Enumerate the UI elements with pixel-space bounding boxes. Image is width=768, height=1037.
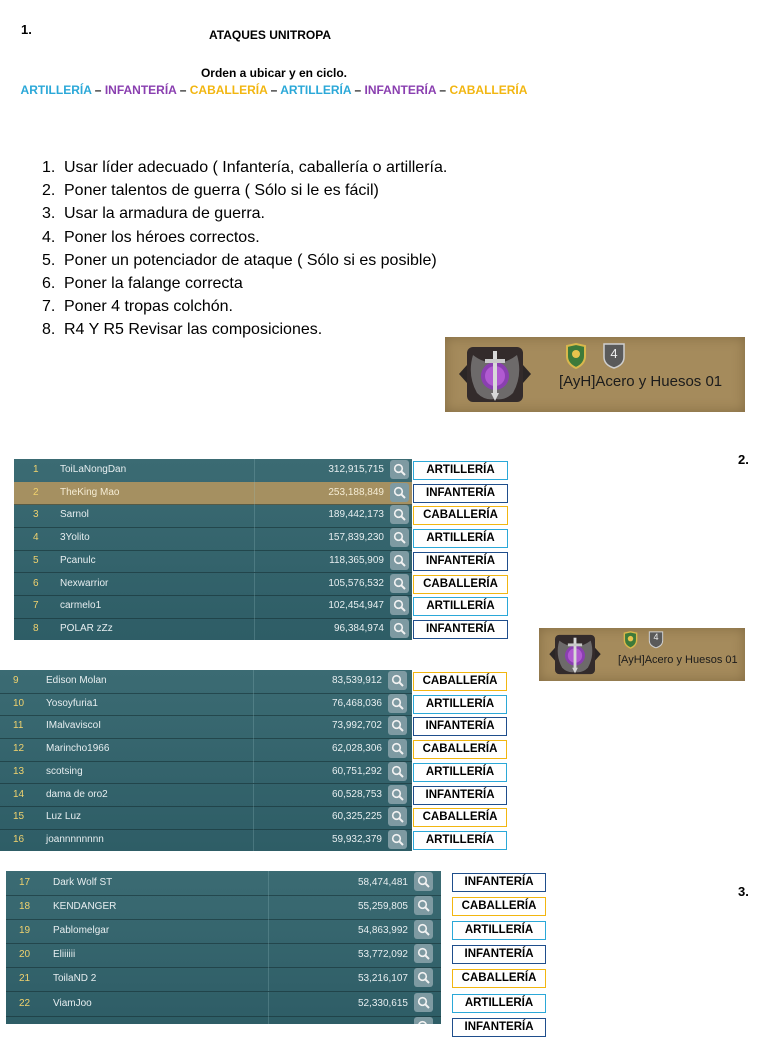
alliance-banner-small: [539, 628, 745, 681]
search-icon[interactable]: [390, 574, 409, 593]
step-item: [42, 295, 447, 318]
player-power: 53,216,107: [357, 973, 408, 985]
troop-type-label: ARTILLERÍA: [452, 921, 546, 940]
ranking-row[interactable]: [6, 871, 441, 896]
rank-number: 17: [19, 877, 31, 888]
troop-type-label: ARTILLERÍA: [413, 597, 508, 616]
cycle-item: INFANTERÍA: [104, 83, 177, 97]
troop-type-label: CABALLERÍA: [413, 808, 507, 827]
ranking-row[interactable]: [6, 992, 441, 1017]
ranking-row[interactable]: [0, 784, 412, 808]
player-name: Pablomelgar: [53, 925, 110, 937]
rank-number: 22: [19, 997, 31, 1009]
ranking-row[interactable]: [6, 1016, 441, 1024]
crossed-swords-emblem-icon: [547, 632, 603, 677]
step-text: Poner la falange correcta: [64, 275, 243, 293]
section-number-1: 1.: [21, 22, 32, 37]
ranking-row[interactable]: [14, 482, 412, 506]
rank-number: 8: [33, 622, 39, 634]
column-divider: [268, 1016, 269, 1024]
step-number: 3.: [42, 205, 56, 223]
troop-type-label: INFANTERÍA: [413, 786, 507, 805]
rank-number: 14: [13, 788, 25, 800]
troop-type-label: ARTILLERÍA: [413, 831, 507, 850]
steps-list: [42, 156, 447, 342]
troop-type-label: INFANTERÍA: [413, 484, 508, 503]
rank-number: 10: [13, 697, 25, 709]
search-icon[interactable]: [390, 483, 409, 502]
troop-type-label: CABALLERÍA: [452, 969, 546, 988]
rank-number: 2: [33, 486, 39, 498]
player-name: KENDANGER: [53, 901, 117, 913]
step-item: [42, 202, 447, 225]
troop-type-label: ARTILLERÍA: [413, 695, 507, 714]
player-name: joannnnnnnn: [46, 833, 104, 845]
player-name: Pcanulc: [60, 554, 96, 566]
step-item: [42, 249, 447, 272]
alliance-banner: [445, 337, 745, 412]
player-name: carmelo1: [60, 600, 102, 612]
rank-number: 16: [13, 833, 25, 845]
player-power: 312,915,715: [328, 464, 384, 475]
player-power: 102,454,947: [328, 600, 384, 612]
player-name: Yosoyfuria1: [46, 697, 98, 709]
step-number: 2.: [42, 182, 56, 200]
ranking-table-1: [14, 459, 412, 640]
search-icon[interactable]: [414, 993, 433, 1012]
crossed-swords-emblem-icon: [457, 343, 533, 406]
player-power: 60,325,225: [331, 811, 382, 823]
troop-type-label: CABALLERÍA: [413, 740, 507, 759]
rank-number: 1: [33, 464, 39, 475]
ranking-row[interactable]: [0, 806, 412, 830]
player-power: 189,442,173: [328, 509, 384, 521]
player-power: 58,474,481: [357, 877, 408, 888]
search-icon[interactable]: [388, 694, 407, 713]
search-icon[interactable]: [388, 739, 407, 758]
ranking-table-2: [0, 670, 412, 851]
troop-type-label: INFANTERÍA: [413, 717, 507, 736]
player-name: ToiLaNongDan: [60, 464, 127, 475]
step-number: 4.: [42, 228, 56, 246]
search-icon[interactable]: [414, 896, 433, 915]
ranking-table-3: [6, 871, 441, 1024]
search-icon[interactable]: [388, 785, 407, 804]
step-number: 8.: [42, 321, 56, 339]
cycle-separator: –: [94, 83, 102, 97]
player-power: 54,863,992: [357, 925, 408, 937]
cycle-separator: –: [439, 83, 447, 97]
step-text: Poner un potenciador de ataque ( Sólo si es posible): [64, 251, 437, 269]
ranking-row[interactable]: [14, 459, 412, 483]
search-icon[interactable]: [414, 920, 433, 939]
rank-number: 7: [33, 600, 39, 612]
player-power: 83,539,912: [331, 675, 382, 686]
ranking-row[interactable]: [6, 895, 441, 920]
player-power: 96,384,974: [333, 622, 384, 634]
search-icon[interactable]: [390, 528, 409, 547]
rank-number: 19: [19, 925, 31, 937]
step-number: 5.: [42, 251, 56, 269]
troop-type-label: CABALLERÍA: [452, 897, 546, 916]
player-name: Nexwarrior: [60, 577, 109, 589]
troop-type-label: ARTILLERÍA: [452, 994, 546, 1013]
player-name: ToilaND 2: [53, 973, 97, 985]
search-icon[interactable]: [388, 716, 407, 735]
alliance-name: [AyH]Acero y Huesos 01: [559, 373, 723, 390]
cycle-order: [0, 83, 548, 97]
ranking-row[interactable]: [6, 967, 441, 992]
ranking-row[interactable]: [0, 670, 412, 694]
ranking-row[interactable]: [0, 761, 412, 785]
alliance-name: [AyH]Acero y Huesos 01: [618, 654, 738, 666]
rank-number: 6: [33, 577, 39, 589]
player-power: 52,330,615: [357, 997, 408, 1009]
step-item: [42, 179, 447, 202]
troop-type-label: INFANTERÍA: [413, 552, 508, 571]
cycle-separator: –: [179, 83, 187, 97]
player-power: 105,576,532: [328, 577, 384, 589]
troop-type-label: CABALLERÍA: [413, 672, 507, 691]
step-item: [42, 156, 447, 179]
player-power: 157,839,230: [328, 532, 384, 544]
troop-type-label: ARTILLERÍA: [413, 461, 508, 480]
step-text: Poner talentos de guerra ( Sólo si le es fácil): [64, 182, 379, 200]
ranking-row[interactable]: [0, 738, 412, 762]
cycle-item: ARTILLERÍA: [20, 83, 92, 97]
player-name: scotsing: [46, 765, 83, 777]
step-number: 1.: [42, 159, 56, 176]
rank-number: 11: [13, 720, 24, 732]
gold-shield-badge-icon: [565, 343, 587, 369]
ranking-row[interactable]: [6, 943, 441, 968]
step-text: Poner los héroes correctos.: [64, 228, 260, 246]
alliance-level: 4: [653, 632, 659, 642]
ranking-row[interactable]: [0, 693, 412, 717]
step-text: Usar la armadura de guerra.: [64, 205, 265, 223]
search-icon[interactable]: [390, 551, 409, 570]
player-power: 60,751,292: [331, 765, 382, 777]
ranking-row[interactable]: [14, 618, 412, 640]
step-number: 7.: [42, 298, 56, 316]
player-name: POLAR zZz: [60, 622, 113, 634]
cycle-item: INFANTERÍA: [364, 83, 437, 97]
step-number: 6.: [42, 275, 56, 293]
rank-number: 4: [33, 532, 39, 544]
gold-shield-badge-icon: [623, 631, 638, 649]
ranking-row[interactable]: [14, 595, 412, 619]
search-icon[interactable]: [388, 807, 407, 826]
player-name: dama de oro2: [46, 788, 108, 800]
troop-type-label: INFANTERÍA: [452, 873, 546, 892]
player-power: 253,188,849: [328, 486, 384, 498]
player-name: Sarnol: [60, 509, 89, 521]
troop-type-label: INFANTERÍA: [452, 945, 546, 964]
ranking-row[interactable]: [0, 715, 412, 739]
rank-number: 21: [19, 973, 31, 985]
cycle-item: CABALLERÍA: [189, 83, 268, 97]
player-power: 55,259,805: [357, 901, 408, 913]
ranking-row[interactable]: [6, 919, 441, 944]
troop-type-label: CABALLERÍA: [413, 575, 508, 594]
player-name: ViamJoo: [53, 997, 92, 1009]
section-number-3: 3.: [738, 884, 749, 899]
cycle-separator: –: [270, 83, 278, 97]
player-name: Dark Wolf ST: [53, 877, 113, 888]
player-name: IMalvaviscoI: [46, 720, 102, 732]
troop-type-label: ARTILLERÍA: [413, 763, 507, 782]
player-power: 60,528,753: [331, 788, 382, 800]
step-item: [42, 318, 447, 341]
player-power: 53,772,092: [357, 949, 408, 961]
alliance-level: 4: [610, 346, 618, 361]
ranking-row[interactable]: [0, 829, 412, 851]
troop-type-label: ARTILLERÍA: [413, 529, 508, 548]
rank-number: 15: [13, 811, 25, 823]
search-icon[interactable]: [414, 968, 433, 987]
cycle-separator: –: [354, 83, 362, 97]
rank-number: 13: [13, 765, 25, 777]
cycle-item: CABALLERÍA: [449, 83, 528, 97]
search-icon[interactable]: [414, 1017, 433, 1024]
search-icon[interactable]: [388, 830, 407, 849]
cycle-intro: Orden a ubicar y en ciclo.: [200, 66, 348, 80]
cycle-item: ARTILLERÍA: [280, 83, 352, 97]
search-icon[interactable]: [390, 505, 409, 524]
player-power: 59,932,379: [331, 833, 382, 845]
rank-number: 5: [33, 554, 39, 566]
step-text: Usar líder adecuado ( Infantería, caballería o artillería.: [64, 159, 448, 176]
player-name: TheKing Mao: [60, 486, 120, 498]
search-icon[interactable]: [414, 944, 433, 963]
rank-number: 3: [33, 509, 39, 521]
search-icon[interactable]: [390, 460, 409, 479]
ranking-row[interactable]: [14, 573, 412, 597]
player-power: 76,468,036: [331, 697, 382, 709]
step-text: Poner 4 tropas colchón.: [64, 298, 233, 316]
troop-type-label: INFANTERÍA: [413, 620, 508, 639]
player-name: Edison Molan: [46, 675, 107, 686]
rank-number: 12: [13, 743, 25, 755]
step-item: [42, 272, 447, 295]
ranking-row[interactable]: [14, 550, 412, 574]
search-icon[interactable]: [388, 762, 407, 781]
document-title: ATAQUES UNITROPA: [209, 28, 331, 42]
step-item: [42, 226, 447, 249]
step-text: R4 Y R5 Revisar las composiciones.: [64, 321, 323, 339]
search-icon[interactable]: [390, 596, 409, 615]
player-power: 118,365,909: [329, 554, 384, 566]
player-name: 3Yolito: [60, 532, 90, 544]
player-power: 73,992,702: [331, 720, 382, 732]
rank-number: 9: [13, 675, 19, 686]
search-icon[interactable]: [390, 619, 409, 638]
player-name: Eliiiiii: [53, 949, 76, 961]
section-number-2: 2.: [738, 452, 749, 467]
troop-type-label: CABALLERÍA: [413, 506, 508, 525]
search-icon[interactable]: [388, 671, 407, 690]
player-name: Luz Luz: [46, 811, 82, 823]
ranking-row[interactable]: [14, 504, 412, 528]
player-name: Marincho1966: [46, 743, 110, 755]
rank-number: 20: [19, 949, 31, 961]
search-icon[interactable]: [414, 872, 433, 891]
rank-number: 18: [19, 901, 31, 913]
player-power: 62,028,306: [331, 743, 382, 755]
troop-type-label: INFANTERÍA: [452, 1018, 546, 1037]
ranking-row[interactable]: [14, 527, 412, 551]
